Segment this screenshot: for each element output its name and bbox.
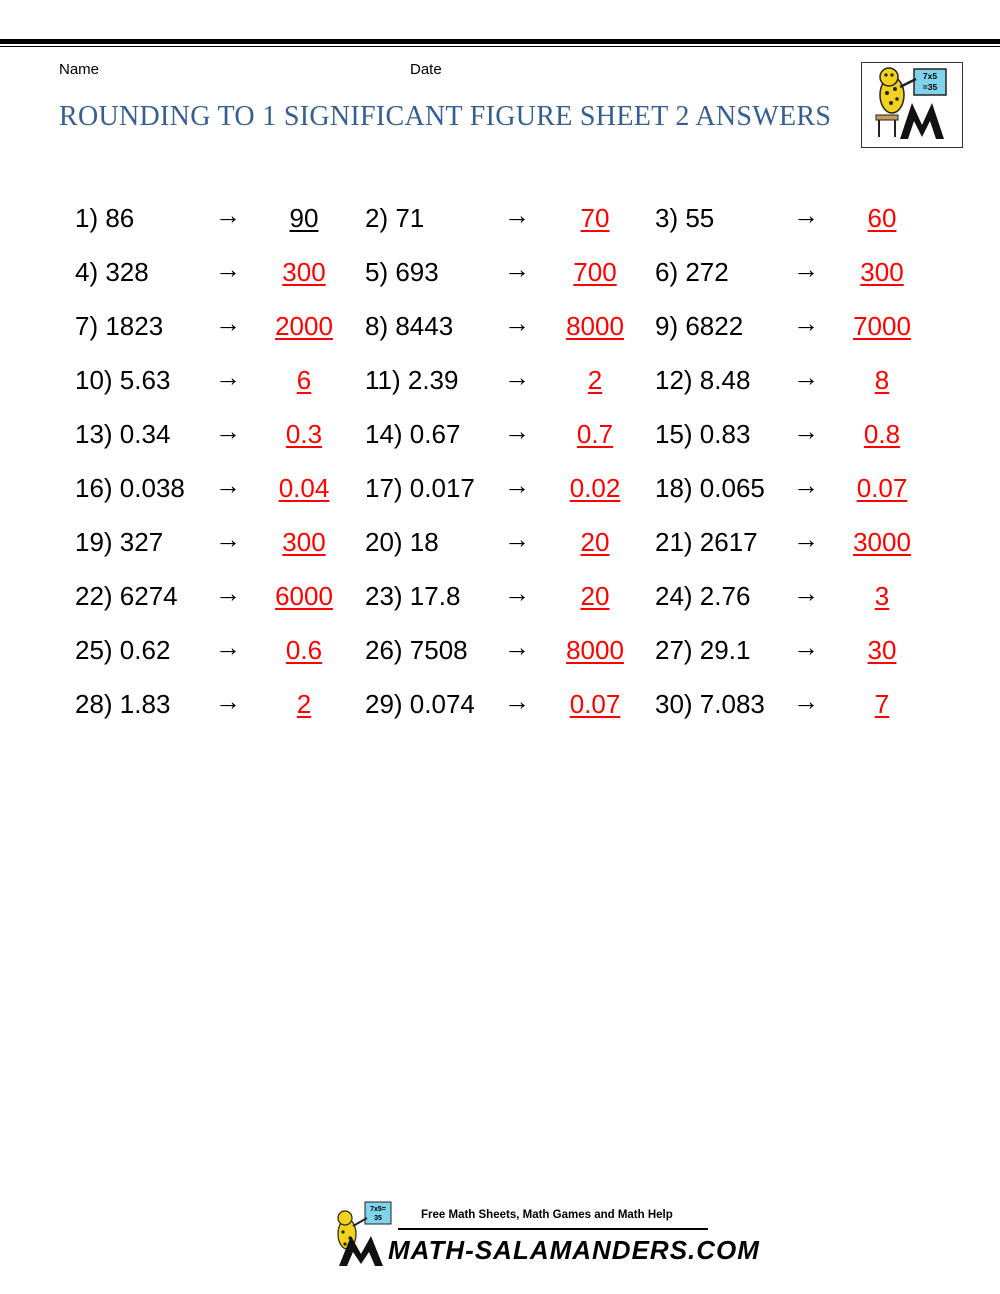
arrow-right-icon: → (215, 200, 241, 230)
arrow-right-icon: → (793, 254, 819, 284)
arrow-right-icon: → (504, 416, 530, 446)
logo-board-bottom: =35 (922, 82, 938, 92)
problem-answer: 0.8 (863, 419, 901, 449)
arrow-right-icon: → (793, 632, 819, 662)
arrow-right-icon: → (793, 416, 819, 446)
problem-answer: 2000 (275, 311, 333, 341)
problem-question: 14) 0.67 (365, 419, 461, 449)
arrow-right-icon: → (215, 470, 241, 500)
problem-answer: 7 (874, 689, 890, 719)
problem-question: 10) 5.63 (75, 365, 171, 395)
problem-answer: 90 (289, 203, 319, 233)
problem-answer: 3000 (853, 527, 911, 557)
problem-question: 22) 6274 (75, 581, 178, 611)
problem-answer: 0.04 (278, 473, 330, 503)
arrow-right-icon: → (215, 686, 241, 716)
problem-answer: 300 (860, 257, 904, 287)
date-label: Date (410, 61, 442, 78)
problem-answer: 60 (867, 203, 897, 233)
problem-question: 13) 0.34 (75, 419, 171, 449)
arrow-right-icon: → (504, 308, 530, 338)
problem-answer: 0.6 (285, 635, 323, 665)
problem-answer: 0.7 (576, 419, 614, 449)
problem-answer: 20 (580, 581, 610, 611)
problem-answer: 70 (580, 203, 610, 233)
arrow-right-icon: → (504, 200, 530, 230)
footer-rule (398, 1228, 708, 1230)
problem-question: 4) 328 (75, 257, 149, 287)
arrow-right-icon: → (504, 362, 530, 392)
arrow-right-icon: → (793, 470, 819, 500)
footer-site-name: MATH-SALAMANDERS.COM (388, 1235, 760, 1265)
problem-answer: 8 (874, 365, 890, 395)
problem-question: 24) 2.76 (655, 581, 751, 611)
arrow-right-icon: → (504, 686, 530, 716)
problem-question: 28) 1.83 (75, 689, 171, 719)
arrow-right-icon: → (504, 578, 530, 608)
problem-question: 18) 0.065 (655, 473, 765, 503)
problem-question: 26) 7508 (365, 635, 468, 665)
footer-tagline: Free Math Sheets, Math Games and Math Help (421, 1209, 673, 1221)
problem-question: 6) 272 (655, 257, 729, 287)
footer-board-top: 7x5= (370, 1206, 386, 1213)
problem-question: 16) 0.038 (75, 473, 185, 503)
problem-answer: 8000 (566, 635, 624, 665)
arrow-right-icon: → (215, 524, 241, 554)
salamander-logo-icon (862, 63, 962, 147)
problem-answer: 700 (573, 257, 617, 287)
problem-answer: 6000 (275, 581, 333, 611)
top-rule (0, 39, 1000, 44)
arrow-right-icon: → (793, 578, 819, 608)
arrow-right-icon: → (793, 524, 819, 554)
arrow-right-icon: → (793, 686, 819, 716)
problem-question: 23) 17.8 (365, 581, 461, 611)
problem-answer: 7000 (853, 311, 911, 341)
problem-question: 12) 8.48 (655, 365, 751, 395)
problem-question: 2) 71 (365, 203, 425, 233)
problem-question: 7) 1823 (75, 311, 164, 341)
salamander-logo (861, 62, 963, 148)
top-rule-thin (0, 46, 1000, 47)
problem-question: 27) 29.1 (655, 635, 751, 665)
arrow-right-icon: → (215, 254, 241, 284)
arrow-right-icon: → (504, 632, 530, 662)
arrow-right-icon: → (793, 362, 819, 392)
arrow-right-icon: → (793, 200, 819, 230)
arrow-right-icon: → (504, 524, 530, 554)
arrow-right-icon: → (215, 308, 241, 338)
problem-answer: 0.07 (569, 689, 621, 719)
arrow-right-icon: → (215, 362, 241, 392)
arrow-right-icon: → (215, 632, 241, 662)
arrow-right-icon: → (504, 470, 530, 500)
problem-answer: 300 (282, 527, 326, 557)
problem-answer: 2 (296, 689, 312, 719)
problem-answer: 8000 (566, 311, 624, 341)
problem-answer: 30 (867, 635, 897, 665)
arrow-right-icon: → (504, 254, 530, 284)
problem-question: 8) 8443 (365, 311, 454, 341)
problem-answer: 300 (282, 257, 326, 287)
problem-answer: 0.07 (856, 473, 908, 503)
logo-board-top: 7x5 (922, 71, 938, 81)
problem-answer: 6 (296, 365, 312, 395)
problem-answer: 20 (580, 527, 610, 557)
problem-question: 21) 2617 (655, 527, 758, 557)
problem-question: 5) 693 (365, 257, 439, 287)
name-label: Name (59, 61, 100, 78)
problem-answer: 0.3 (285, 419, 323, 449)
problem-question: 11) 2.39 (365, 365, 459, 395)
problem-question: 3) 55 (655, 203, 715, 233)
footer-board-bottom: 35 (374, 1215, 382, 1222)
problem-answer: 0.02 (569, 473, 621, 503)
problem-question: 30) 7.083 (655, 689, 765, 719)
arrow-right-icon: → (215, 578, 241, 608)
problem-question: 15) 0.83 (655, 419, 751, 449)
page-title: ROUNDING TO 1 SIGNIFICANT FIGURE SHEET 2 ANSWERS (59, 101, 832, 132)
problem-question: 25) 0.62 (75, 635, 171, 665)
problem-question: 29) 0.074 (365, 689, 475, 719)
problem-question: 19) 327 (75, 527, 164, 557)
problem-answer: 2 (587, 365, 603, 395)
problem-answer: 3 (874, 581, 890, 611)
arrow-right-icon: → (215, 416, 241, 446)
problem-question: 17) 0.017 (365, 473, 475, 503)
problem-question: 20) 18 (365, 527, 439, 557)
problem-question: 9) 6822 (655, 311, 744, 341)
problem-question: 1) 86 (75, 203, 135, 233)
arrow-right-icon: → (793, 308, 819, 338)
